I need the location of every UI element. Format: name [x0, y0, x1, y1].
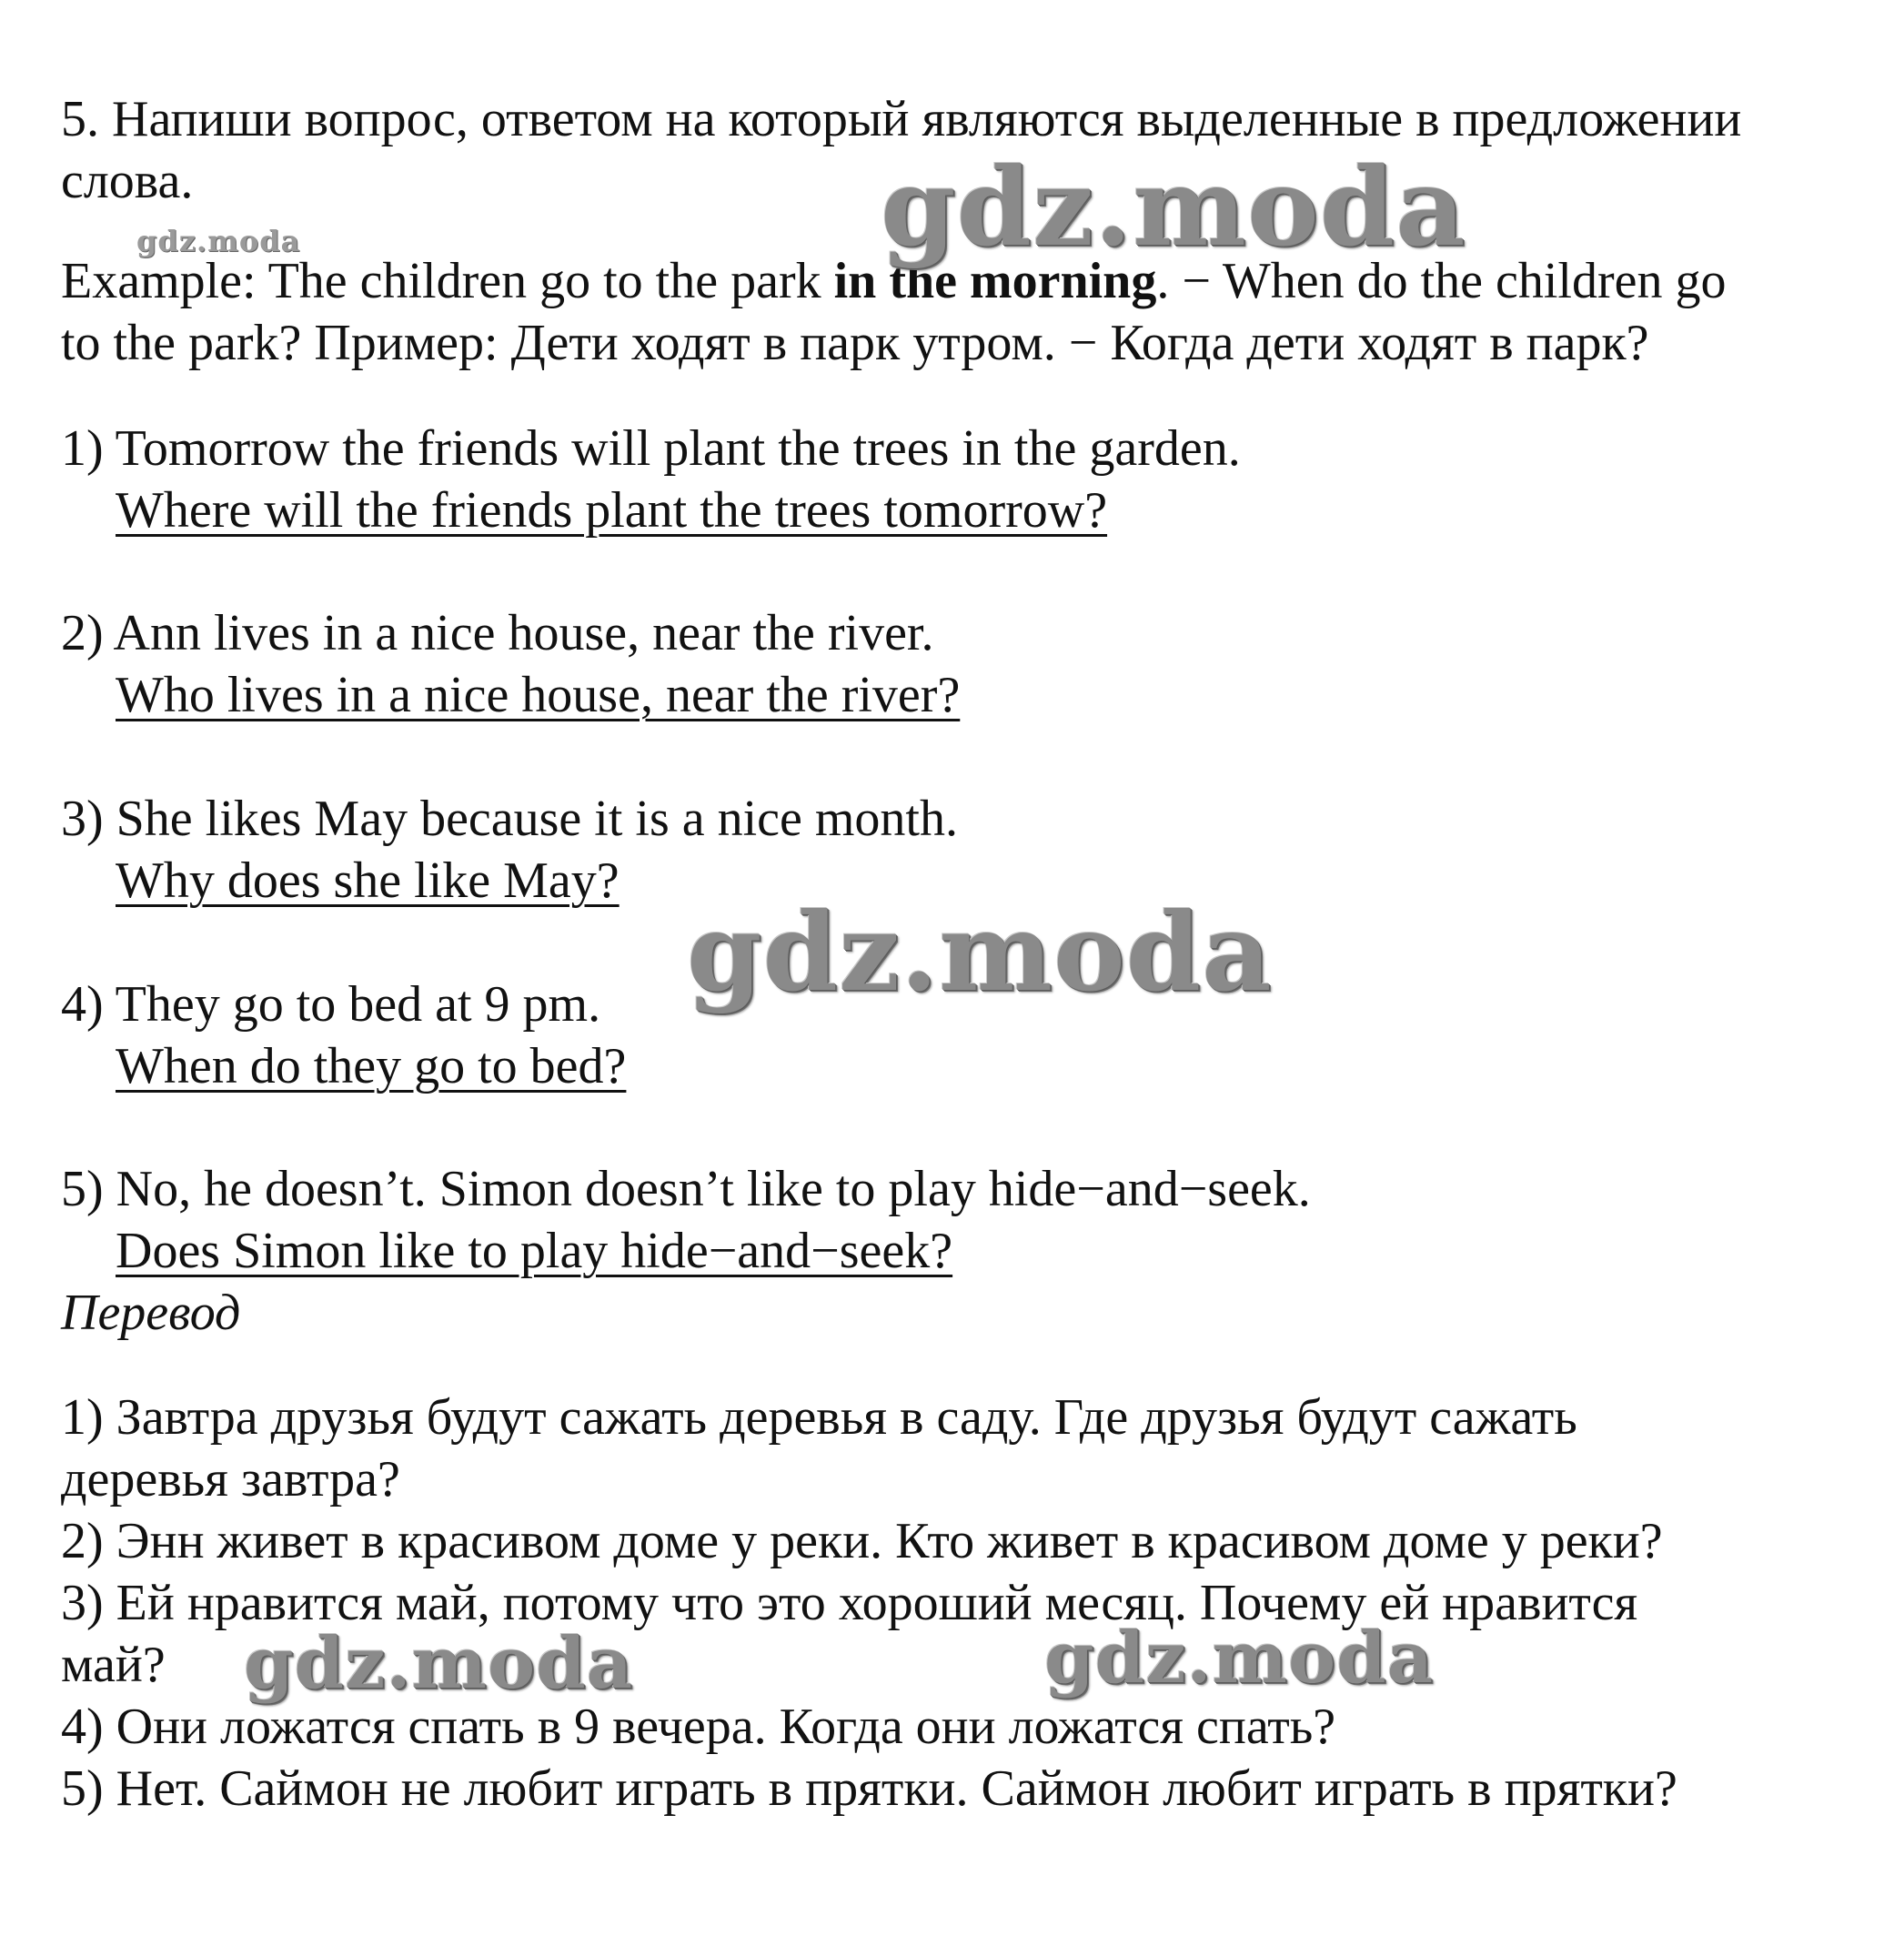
item-4-sentence: 4) They go to bed at 9 pm. — [61, 976, 601, 1033]
example-highlight: in the morning — [833, 253, 1157, 309]
translation-line-1: 1) Завтра друзья будут сажать деревья в саду. Где друзья будут сажать — [61, 1389, 1577, 1446]
watermark-top: gdz.moda — [881, 144, 1466, 270]
item-1-sentence: 1) Tomorrow the friends will plant the trees in the garden. — [61, 420, 1241, 477]
item-4-answer: When do they go to bed? — [116, 1038, 627, 1094]
watermark-small: gdz.moda — [136, 224, 301, 258]
example-prefix: Example: The children go to the park — [61, 253, 834, 309]
translation-line-5: май? — [61, 1637, 166, 1693]
task-title-line-1: 5. Напиши вопрос, ответом на который являются выделенные в предложении — [61, 91, 1742, 147]
task-title-line-2: слова. — [61, 153, 194, 209]
example-line-2: to the park? Пример: Дети ходят в парк утром. − Когда дети ходят в парк? — [61, 315, 1649, 371]
item-5-answer: Does Simon like to play hide−and−seek? — [116, 1223, 953, 1279]
translation-line-7: 5) Нет. Саймон не любит играть в прятки. Саймон любит играть в прятки? — [61, 1760, 1677, 1817]
item-2-answer: Who lives in a nice house, near the river? — [116, 667, 961, 723]
translation-line-2: деревья завтра? — [61, 1451, 400, 1507]
translation-line-6: 4) Они ложатся спать в 9 вечера. Когда они ложатся спать? — [61, 1699, 1336, 1755]
item-3-sentence: 3) She likes May because it is a nice month. — [61, 791, 958, 847]
translation-heading: Перевод — [61, 1285, 241, 1341]
example-line-1 — [61, 250, 1726, 312]
translation-line-4: 3) Ей нравится май, потому что это хороший месяц. Почему ей нравится — [61, 1575, 1638, 1631]
example-suffix: . − When do the children go — [1156, 253, 1727, 309]
translation-line-3: 2) Энн живет в красивом доме у реки. Кто живет в красивом доме у реки? — [61, 1513, 1663, 1569]
watermark-middle: gdz.moda — [687, 889, 1273, 1015]
item-1-answer: Where will the friends plant the trees tomorrow? — [116, 482, 1108, 539]
watermark-bottom-right: gdz.moda — [1044, 1617, 1435, 1699]
item-5-sentence: 5) No, he doesn’t. Simon doesn’t like to play hide−and−seek. — [61, 1161, 1311, 1217]
item-3-answer: Why does she like May? — [116, 852, 620, 909]
watermark-bottom-left: gdz.moda — [244, 1622, 634, 1705]
item-2-sentence: 2) Ann lives in a nice house, near the river. — [61, 605, 934, 661]
